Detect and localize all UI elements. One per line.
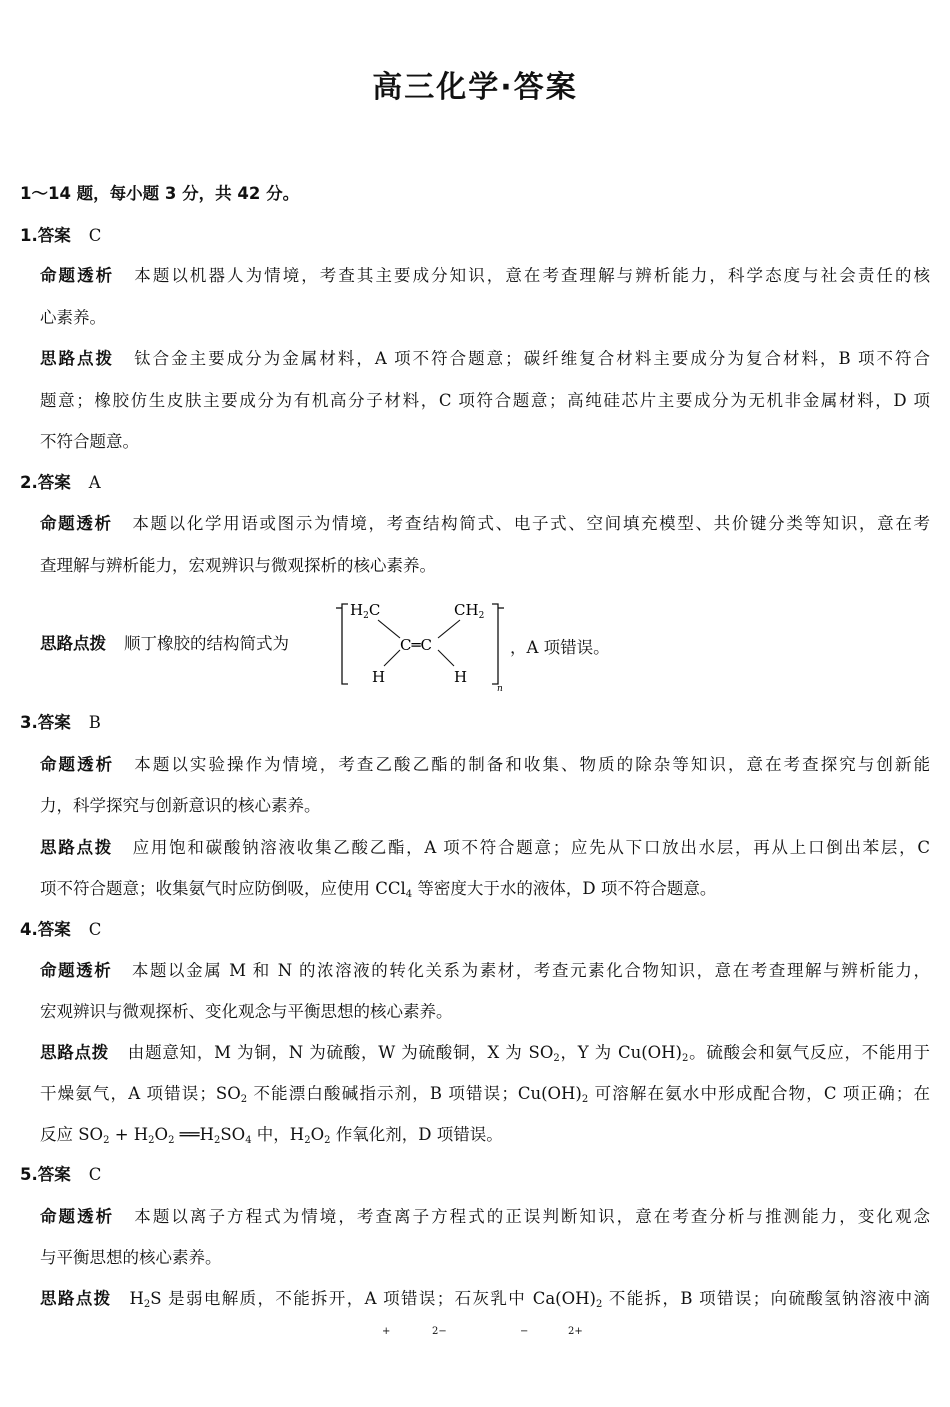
bottom-charge-4: 2+ [568,1326,583,1337]
q4-analysis-label: 命题透析 [40,961,113,980]
sub-b: 2 [148,1135,155,1146]
intro-line: 1～14 题，每小题 3 分，共 42 分。 [20,184,300,203]
q4-l3-g: O [310,1125,325,1144]
q2-number: 2. [20,473,38,492]
q2-approach-text1: 顺丁橡胶的结构简式为 [124,634,289,653]
h2s-subscript: 2 [143,1299,151,1310]
q5-answer-label: 答案 [37,1165,71,1184]
q5-analysis-label: 命题透析 [40,1207,115,1226]
q3-approach-text2a: 项不符合题意；收集氨气时应防倒吸，应使用 CCl [40,879,406,898]
q5-approach-text1b: S 是弱电解质，不能拆开，A 项错误；石灰乳中 Ca(OH) [150,1289,596,1308]
q5-approach-line1 [40,1289,930,1309]
q4-approach-line1 [40,1043,930,1063]
q4-approach-text1a: 由题意知，M 为铜，N 为硫酸，W 为硫酸铜，X 为 SO [127,1043,554,1062]
q4-answer-label: 答案 [37,920,71,939]
cuoh2-subscript-2: 2 [581,1094,589,1105]
q1-approach-label: 思路点拨 [40,349,115,368]
q4-approach-text1c: 。硫酸会和氨气反应，不能用于 [688,1043,931,1062]
q2-approach-after: ，A 项错误。 [510,638,610,657]
q4-analysis-line1 [40,961,930,981]
sub-g: 2 [324,1135,331,1146]
q3-answer-value: B [88,713,101,732]
structure-svg [320,598,520,692]
sub-a: 2 [103,1135,110,1146]
q1-approach-text3: 不符合题意。 [40,432,139,451]
h-right-label: H [454,668,468,686]
q3-approach-label: 思路点拨 [40,838,113,857]
page-title: 高三化学·答案 [372,70,578,105]
q4-answer-value: C [88,920,102,939]
q5-analysis-text2: 与平衡思想的核心素养。 [40,1248,222,1267]
sub-c: 2 [168,1135,175,1146]
q1-analysis-text2: 心素养。 [40,308,106,327]
q4-l3-c: O [154,1125,169,1144]
q5-analysis-text1: 本题以离子方程式为情境，考查离子方程式的正误判断知识，意在考查分析与推测能力，变化观念 [132,1207,931,1226]
q2-analysis-text1: 本题以化学用语或图示为情境，考查结构简式、电子式、空间填充模型、共价键分类等知识，意在考 [130,514,931,533]
q2-answer-line [20,473,932,493]
q2-approach-label: 思路点拨 [40,634,106,653]
q3-approach-line2 [40,879,930,899]
q2-answer-label: 答案 [37,473,71,492]
q1-approach-line1 [40,349,930,369]
q2-answer-value: A [88,473,101,492]
q1-answer-line [20,226,932,246]
q4-l3-h: 作氧化剂，D 项错误。 [330,1125,503,1144]
h-left-label: H [372,668,386,686]
bottom-charge-3: − [520,1326,529,1337]
q3-answer-label: 答案 [37,713,71,732]
q4-approach-text1b: ，Y 为 Cu(OH) [559,1043,682,1062]
q2-analysis-text2: 查理解与辨析能力，宏观辨识与微观探析的核心素养。 [40,556,436,575]
sub-d: 2 [213,1135,221,1146]
q1-answer-label: 答案 [37,226,71,245]
q1-analysis-line1 [40,266,930,286]
q5-approach-text1a: H [129,1289,144,1308]
caoh2-subscript: 2 [595,1299,603,1310]
q5-answer-line [20,1165,932,1185]
q1-approach-text2: 题意；橡胶仿生皮肤主要成分为有机高分子材料，C 项符合题意；高纯硅芯片主要成分为无机非金属材料，D 项 [40,391,930,410]
q4-l3-b: + H [109,1125,149,1144]
bottom-charge-2: 2− [432,1326,447,1337]
q3-approach-text1: 应用饱和碳酸钠溶液收集乙酸乙酯，A 项不符合题意；应先从下口放出水层，再从上口倒出苯层，C [130,838,930,857]
q4-approach-line2 [40,1084,930,1104]
ccl4-subscript: 4 [405,889,413,900]
q3-analysis-text1: 本题以实验操作为情境，考查乙酸乙酯的制备和收集、物质的除杂等知识，意在考查探究与创新能 [132,755,931,774]
so2-subscript-2: 2 [240,1094,248,1105]
q4-approach-text2a: 干燥氨气，A 项错误；SO [40,1084,241,1103]
q3-analysis-text2: 力，科学探究与创新意识的核心素养。 [40,796,321,815]
q3-approach-line1 [40,838,930,858]
q4-analysis-text1: 本题以金属 M 和 N 的浓溶液的转化关系为素材，考查元素化合物知识，意在考查理解与辨析能力， [130,961,931,980]
q4-approach-text2b: 不能漂白酸碱指示剂，B 项错误；Cu(OH) [247,1084,582,1103]
double-bond-label: C═C [400,636,432,654]
q1-number: 1. [20,226,38,245]
q4-analysis-text2: 宏观辨识与微观探析、变化观念与平衡思想的核心素养。 [40,1002,453,1021]
q1-analysis-label: 命题透析 [40,266,115,285]
sub-f: 2 [304,1135,311,1146]
q2-analysis-label: 命题透析 [40,514,113,533]
q4-l3-a: 反应 SO [40,1125,104,1144]
q4-l3-d: ══H [174,1125,214,1144]
cis-polybutadiene-structure [320,598,520,692]
cuoh2-subscript: 2 [682,1053,689,1064]
q5-number: 5. [20,1165,38,1184]
so2-subscript: 2 [553,1053,560,1064]
q5-answer-value: C [88,1165,102,1184]
repeat-n-label: n [497,684,503,692]
q4-number: 4. [20,920,38,939]
q1-analysis-text1: 本题以机器人为情境，考查其主要成分知识，意在考查理解与辨析能力，科学态度与社会责任的核 [132,266,931,285]
q5-analysis-line1 [40,1207,930,1227]
q4-l3-f: 中，H [251,1125,305,1144]
q4-l3-e: SO [220,1125,246,1144]
q5-approach-text1c: 不能拆，B 项错误；向硫酸氢钠溶液中滴 [602,1289,930,1308]
q4-approach-text2c: 可溶解在氨水中形成配合物，C 项正确；在 [588,1084,930,1103]
q2-approach-line1 [40,634,320,654]
sub-e: 4 [245,1135,252,1146]
q2-analysis-line1 [40,514,930,534]
q4-approach-line3 [40,1125,930,1145]
q3-analysis-label: 命题透析 [40,755,115,774]
q3-number: 3. [20,713,38,732]
q3-approach-text2b: 等密度大于水的液体，D 项不符合题意。 [412,879,717,898]
ch2-left-label: $H_2C$ [350,601,381,621]
q5-approach-label: 思路点拨 [40,1289,112,1308]
q4-approach-label: 思路点拨 [40,1043,110,1062]
bottom-charge-1: + [382,1326,391,1337]
q3-analysis-line1 [40,755,930,775]
q4-answer-line [20,920,932,940]
ch2-right-label: $CH_2$ [454,601,485,621]
q1-answer-value: C [88,226,102,245]
q1-approach-text1: 钛合金主要成分为金属材料，A 项不符合题意；碳纤维复合材料主要成分为复合材料，B 项不符合 [132,349,931,368]
q3-answer-line [20,713,932,733]
